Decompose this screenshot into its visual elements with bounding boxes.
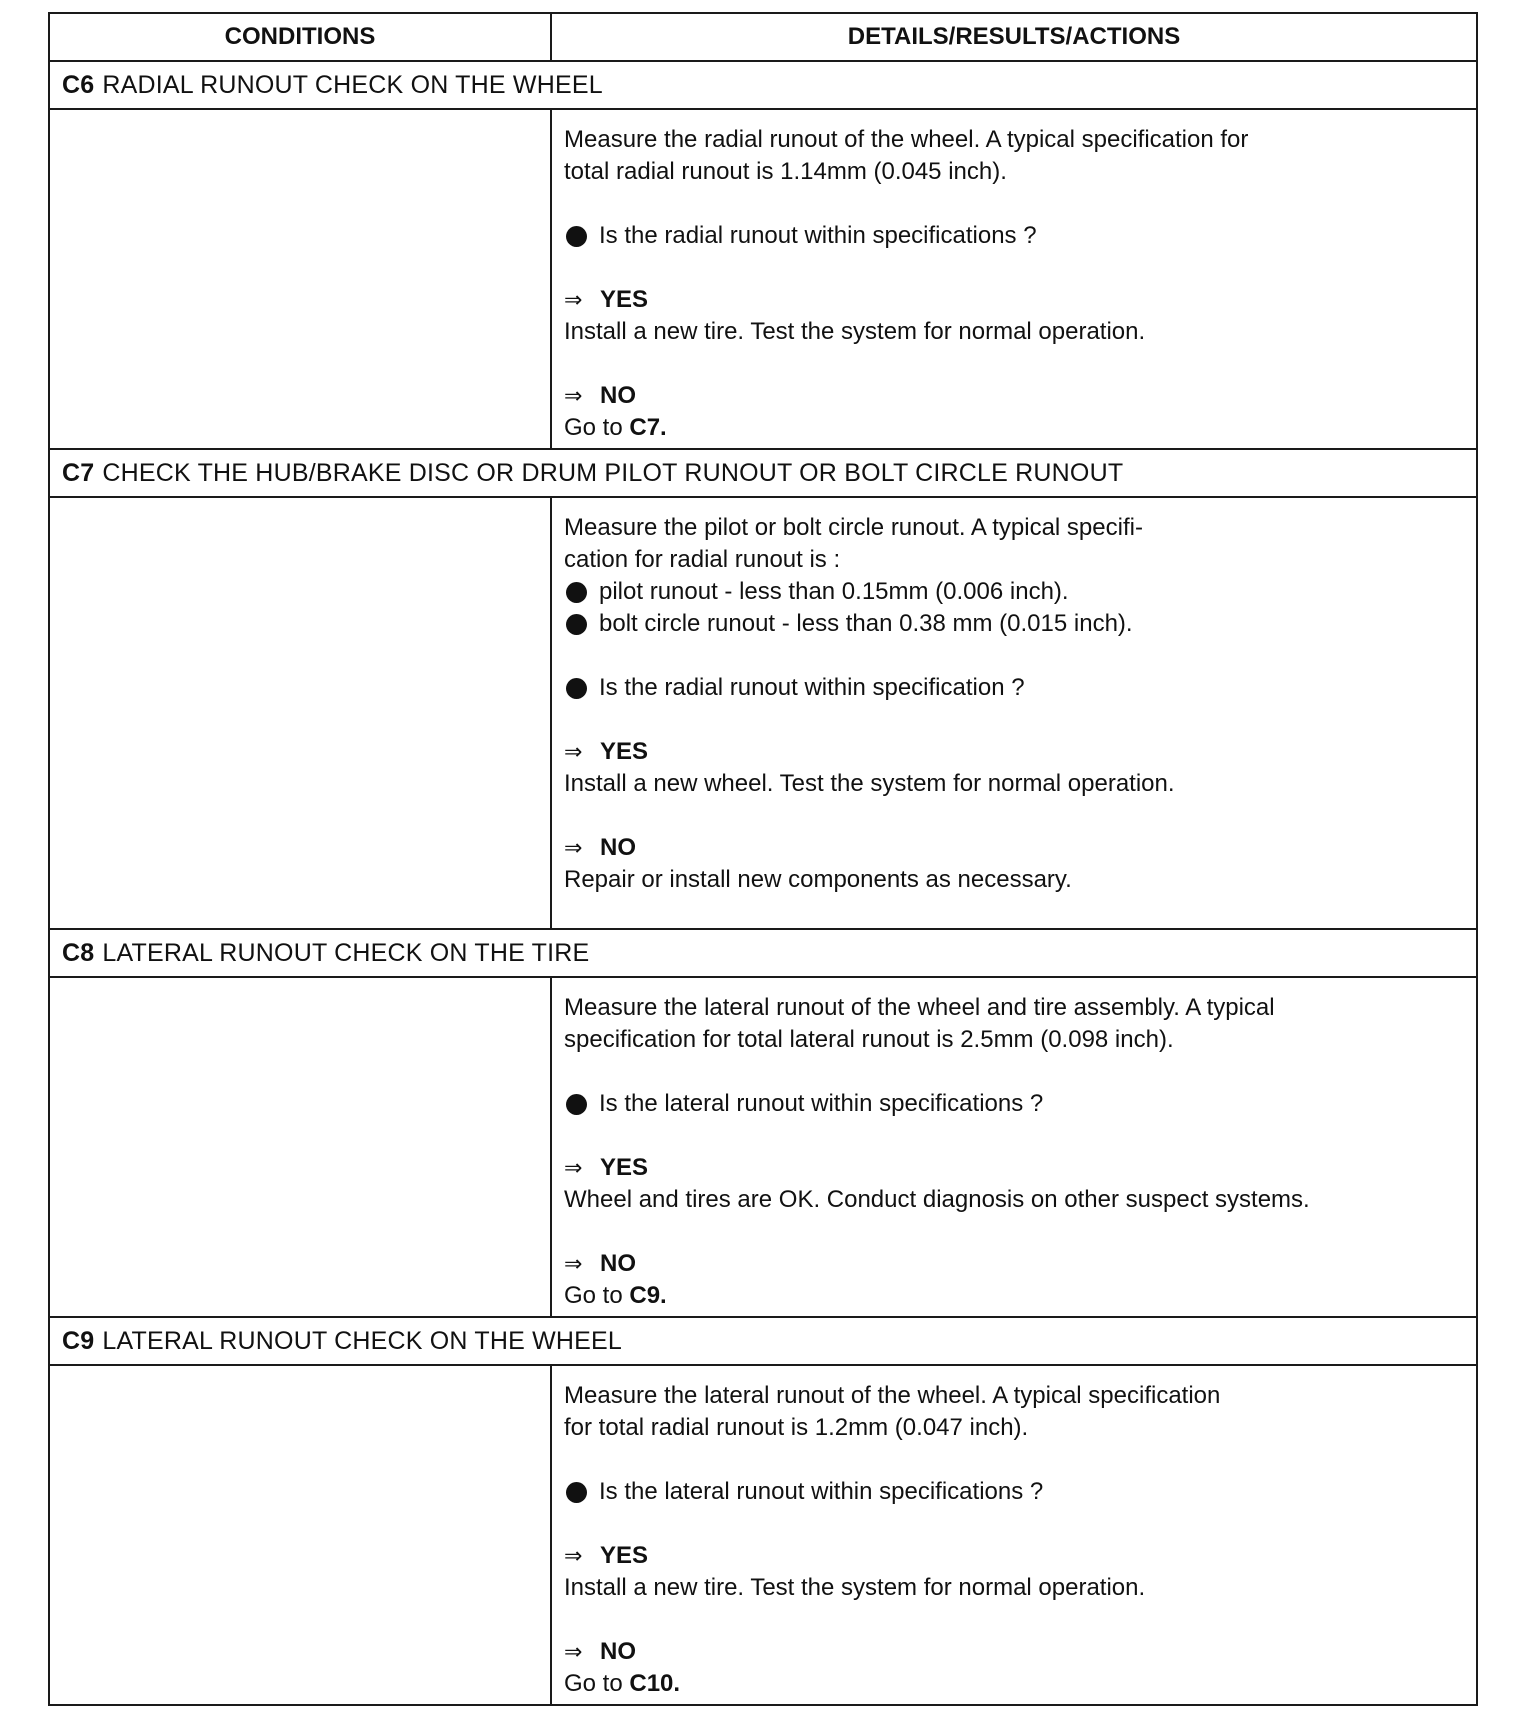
arrow-icon: ⇒ [564,1155,583,1180]
section-c8-body [49,977,1477,1317]
header-row [49,13,1477,61]
section-title-text: LATERAL RUNOUT CHECK ON THE WHEEL [102,1326,623,1355]
arrow-icon: ⇒ [564,739,583,764]
section-title-text: LATERAL RUNOUT CHECK ON THE TIRE [102,938,590,967]
bullet-icon [566,1482,587,1503]
yes-text: Install a new wheel. Test the system for normal operation. [564,770,1175,797]
header-details: DETAILS/RESULTS/ACTIONS [551,13,1477,61]
section-title-text: RADIAL RUNOUT CHECK ON THE WHEEL [102,70,603,99]
question: Is the radial runout within specification ? [564,672,1466,704]
conditions-cell [49,109,551,449]
bullet-icon [566,614,587,635]
section-c6-body [49,109,1477,449]
details-cell [551,1365,1477,1705]
section-code: C6 [62,70,95,99]
no-text: Repair or install new components as necessary. [564,866,1072,893]
section-title [49,929,1477,977]
question: Is the lateral runout within specifications ? [564,1476,1466,1508]
bullet-icon [566,678,587,699]
question: Is the lateral runout within specifications ? [564,1088,1466,1120]
yes-text: Install a new tire. Test the system for normal operation. [564,318,1146,345]
arrow-icon: ⇒ [564,1543,583,1568]
section-c7-body [49,497,1477,929]
section-reference: C9. [629,1282,667,1309]
no-text: Go to C9. [564,1282,667,1309]
section-title [49,61,1477,109]
section-c6-row [49,61,1477,109]
header-conditions: CONDITIONS [49,13,551,61]
spec-item: pilot runout - less than 0.15mm (0.006 inch). [564,576,1466,608]
arrow-icon: ⇒ [564,383,583,408]
section-c9-body [49,1365,1477,1705]
intro-line: total radial runout is 1.14mm (0.045 inch). [564,158,1007,185]
no-label: ⇒ NO [564,1248,1466,1280]
no-text: Go to C7. [564,414,667,441]
intro-line: cation for radial runout is : [564,546,841,573]
arrow-icon: ⇒ [564,835,583,860]
yes-label: ⇒ YES [564,284,1466,316]
section-c7-row [49,449,1477,497]
section-code: C8 [62,938,95,967]
section-reference: C7. [629,414,667,441]
section-code: C9 [62,1326,95,1355]
section-title [49,449,1477,497]
yes-label: ⇒ YES [564,736,1466,768]
intro-line: Measure the radial runout of the wheel. A typical specification for [564,126,1249,153]
yes-text: Wheel and tires are OK. Conduct diagnosis on other suspect systems. [564,1186,1310,1213]
arrow-icon: ⇒ [564,1639,583,1664]
question: Is the radial runout within specifications ? [564,220,1466,252]
bullet-icon [566,1094,587,1115]
diagnostic-table [48,12,1476,1706]
spec-item: bolt circle runout - less than 0.38 mm (0.015 inch). [564,608,1466,640]
intro-line: Measure the pilot or bolt circle runout. A typical specifi- [564,514,1143,541]
section-reference: C10. [629,1670,681,1697]
conditions-cell [49,1365,551,1705]
yes-label: ⇒ YES [564,1152,1466,1184]
arrow-icon: ⇒ [564,287,583,312]
details-cell [551,109,1477,449]
bullet-icon [566,226,587,247]
intro-line: Measure the lateral runout of the wheel. A typical specification [564,1382,1221,1409]
conditions-cell [49,497,551,929]
section-code: C7 [62,458,95,487]
yes-text: Install a new tire. Test the system for normal operation. [564,1574,1146,1601]
no-label: ⇒ NO [564,832,1466,864]
bullet-icon [566,582,587,603]
no-label: ⇒ NO [564,380,1466,412]
details-cell [551,497,1477,929]
conditions-cell [49,977,551,1317]
section-c9-row [49,1317,1477,1365]
section-title-text: CHECK THE HUB/BRAKE DISC OR DRUM PILOT RUNOUT OR BOLT CIRCLE RUNOUT [102,458,1124,487]
intro-line: Measure the lateral runout of the wheel and tire assembly. A typical [564,994,1275,1021]
section-title [49,1317,1477,1365]
section-c8-row [49,929,1477,977]
yes-label: ⇒ YES [564,1540,1466,1572]
no-text: Go to C10. [564,1670,681,1697]
intro-line: for total radial runout is 1.2mm (0.047 inch). [564,1414,1029,1441]
intro-line: specification for total lateral runout is 2.5mm (0.098 inch). [564,1026,1174,1053]
no-label: ⇒ NO [564,1636,1466,1668]
details-cell [551,977,1477,1317]
arrow-icon: ⇒ [564,1251,583,1276]
